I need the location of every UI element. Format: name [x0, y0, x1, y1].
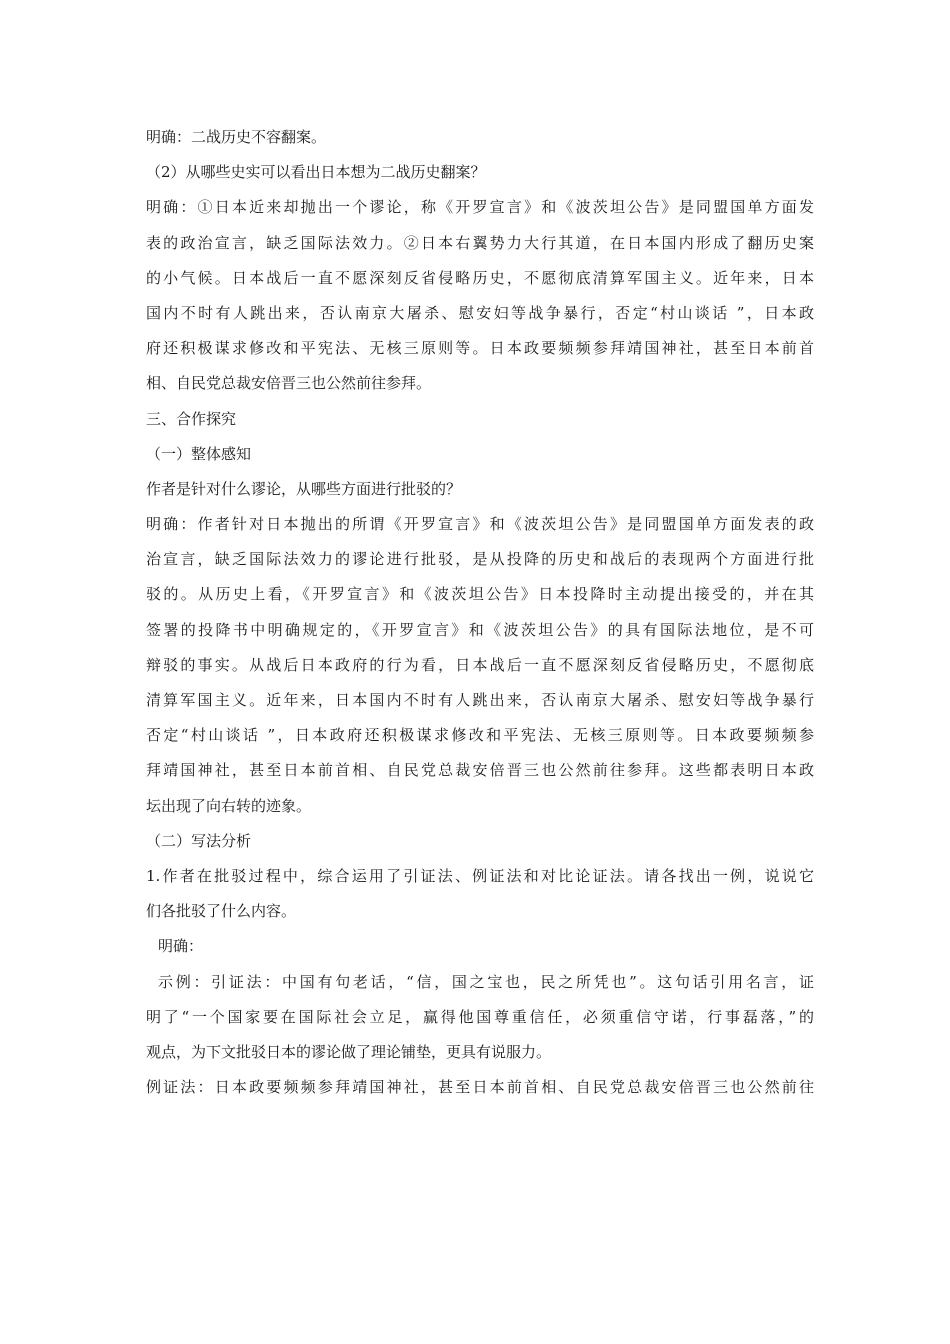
- paragraph-line: 清算军国主义。近年来，日本国内不时有人跳出来，否认南京大屠杀、慰安妇等战争暴行: [146, 691, 814, 709]
- document-body: [146, 120, 814, 1105]
- paragraph-line: 辩驳的事实。从战后日本政府的行为看，日本战后一直不愿深刻反省侵略历史，不愿彻底: [146, 655, 814, 674]
- question-heading: （2）从哪些史实可以看出日本想为二战历史翻案？: [146, 163, 486, 182]
- section-heading: 三、合作探究: [146, 409, 237, 428]
- paragraph-line: 相、自民党总裁安倍晋三也公然前往参拜。: [146, 374, 432, 393]
- paragraph-line: 拜靖国神社，甚至日本前首相、自民党总裁安倍晋三也公然前往参拜。这些都表明日本政: [146, 761, 814, 780]
- paragraph-line: 驳的。从历史上看，《开罗宣言》和《波茨坦公告》日本投降时主动提出接受的，并在其: [146, 585, 814, 604]
- paragraph-line: 示例：引证法：中国有句老话，“信，国之宝也，民之所凭也”。这句话引用名言，证: [158, 972, 814, 991]
- paragraph-line: 坛出现了向右转的迹象。: [146, 796, 312, 815]
- paragraph-line: 府还积极谋求修改和平宪法、无核三原则等。日本政要频频参拜靖国神社，甚至日本前首: [146, 339, 814, 358]
- paragraph-line: 观点，为下文批驳日本的谬论做了理论铺垫，更具有说服力。: [146, 1042, 552, 1061]
- paragraph-line: 表的政治宣言，缺乏国际法效力。②日本右翼势力大行其道，在日本国内形成了翻历史案: [146, 233, 814, 252]
- paragraph-line: 明了“一个国家要在国际社会立足，赢得他国尊重信任，必须重信守诺，行事磊落，”的: [146, 1007, 814, 1026]
- paragraph-line: 国内不时有人跳出来，否认南京大屠杀、慰安妇等战争暴行，否定“村山谈话 ”，日本政: [146, 303, 814, 322]
- question-line: 1.作者在批驳过程中，综合运用了引证法、例证法和对比论证法。请各找出一例，说说它: [146, 866, 814, 885]
- paragraph-line: 明确：①日本近来却抛出一个谬论，称《开罗宣言》和《波茨坦公告》是同盟国单方面发: [146, 198, 814, 217]
- paragraph-line: 的小气候。日本战后一直不愿深刻反省侵略历史，不愿彻底清算军国主义。近年来，日本: [146, 268, 814, 287]
- question-line: 作者是针对什么谬论，从哪些方面进行批驳的？: [146, 479, 462, 498]
- answer-label: 明确：: [158, 937, 204, 956]
- subsection-heading: （二）写法分析: [146, 831, 252, 850]
- paragraph-line: 明确：作者针对日本抛出的所谓《开罗宣言》和《波茨坦公告》是同盟国单方面发表的政: [146, 515, 814, 534]
- answer-line: 明确：二战历史不容翻案。: [146, 128, 327, 146]
- paragraph-line: 否定“村山谈话 ”，日本政府还积极谋求修改和平宪法、无核三原则等。日本政要频频参: [146, 726, 814, 745]
- subsection-heading: （一）整体感知: [146, 444, 252, 463]
- paragraph-line: 治宣言，缺乏国际法效力的谬论进行批驳，是从投降的历史和战后的表现两个方面进行批: [146, 550, 814, 569]
- question-line: 们各批驳了什么内容。: [146, 902, 297, 921]
- paragraph-line: 签署的投降书中明确规定的，《开罗宣言》和《波茨坦公告》的具有国际法地位，是不可: [146, 620, 814, 639]
- paragraph-line: 例证法：日本政要频频参拜靖国神社，甚至日本前首相、自民党总裁安倍晋三也公然前往: [146, 1078, 814, 1097]
